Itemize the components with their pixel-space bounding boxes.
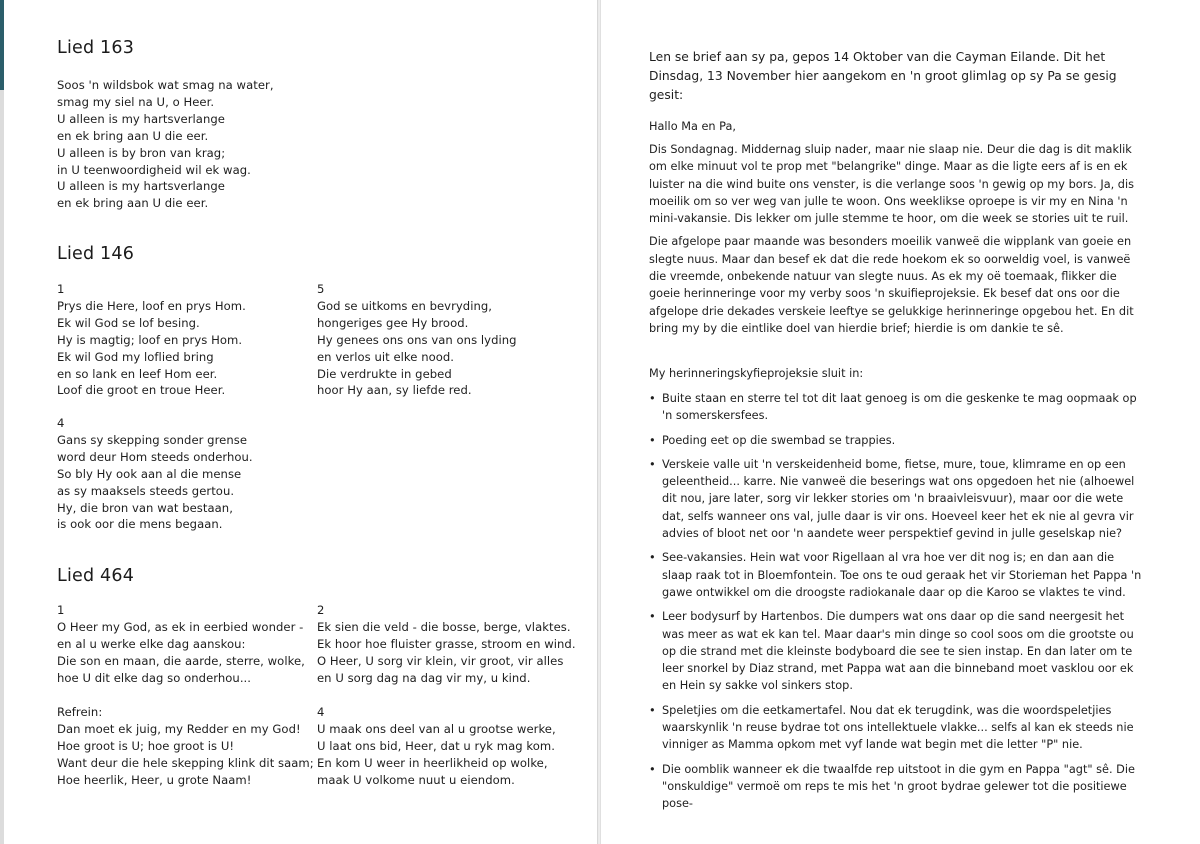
verse-line: Gans sy skepping sonder grense — [57, 432, 248, 447]
list-item: • Speletjies om die eetkamertafel. Nou dat ek terugdink, was die woordspeletjies waarskynlik 'n reuse bydrae tot ons intellektuele vlakke... selfs al kan ek steeds nie vinniger as Mamma opkom met vyf lande wat begin met die letter "P" nie. — [649, 702, 1147, 754]
stanza — [57, 415, 253, 533]
stanza — [317, 281, 517, 399]
verse-line: Prys die Here, loof en prys Hom. — [57, 298, 246, 313]
verse-line: en ek bring aan U die eer. — [57, 196, 209, 211]
stanza-number: 2 — [317, 603, 325, 617]
stanza-number: 1 — [57, 282, 65, 296]
letter-intro: Len se brief aan sy pa, gepos 14 Oktober van die Cayman Eilande. Dit het Dinsdag, 13 November hier aangekom en 'n groot glimlag op sy Pa se gesig gesit: — [649, 50, 1117, 102]
verse-line: U alleen is by bron van krag; — [57, 145, 226, 160]
refrain-label: Refrein: — [57, 705, 103, 719]
left-page — [0, 0, 597, 844]
letter-paragraph: Dis Sondagnag. Middernag sluip nader, maar nie slaap nie. Deur die dag is dit maklik om elke minuut vol te prop met "belangrike" dinge. Maar as die ligte eers af is en ek luister na die wind buite ons venster, is die verlange soos 'n gewig op my bors. Ja, dis moeilik om so ver weg van julle te woon. Ons weeklikse oproepe is vir my en Nina 'n mini-vakansie. Dis lekker om julle stemme te hoor, om die week se stories uit te ruil. — [649, 143, 1134, 226]
verse-line: O Heer, U sorg vir klein, vir groot, vir alles — [317, 653, 564, 668]
stanza — [317, 704, 556, 789]
song-title: Lied 464 — [57, 566, 135, 586]
verse-line: En kom U weer in heerlikheid op wolke, — [317, 755, 548, 770]
verse-line: en so lank en leef Hom eer. — [57, 366, 218, 381]
verse-line: Want deur die hele skepping klink dit saam; — [57, 755, 314, 770]
stanza-number: 4 — [317, 705, 325, 719]
verse-line: smag my siel na U, o Heer. — [57, 94, 215, 109]
stanza — [317, 602, 576, 687]
list-item: • See-vakansies. Hein wat voor Rigellaan al vra hoe ver dit nog is; en dan aan die slaap raak tot in Bloemfontein. Toe ons te oud geraak het vir Storieman het Pappa 'n gawe ontwikkel om die droogste radiokanale daar op die Karoo se vlaktes te vind. — [649, 549, 1147, 601]
verse-line: U alleen is my hartsverlange — [57, 179, 225, 194]
verse-line: Ek hoor hoe fluister grasse, stroom en wind. — [317, 636, 576, 651]
stanza-number: 4 — [57, 416, 65, 430]
verse-line: en verlos uit elke nood. — [317, 349, 455, 364]
verse-line: Ek sien die veld - die bosse, berge, vlaktes. — [317, 619, 571, 634]
letter-body — [649, 141, 1147, 337]
verse-line: God se uitkoms en bevryding, — [317, 298, 493, 313]
verse-line: maak U volkome nuut u eiendom. — [317, 772, 515, 787]
letter-greeting: Hallo Ma en Pa, — [649, 120, 736, 133]
verse-line: en U sorg dag na dag vir my, u kind. — [317, 670, 531, 685]
list-item: • Buite staan en sterre tel tot dit laat genoeg is om die geskenke te mag oopmaak op 'n somerskersfees. — [649, 390, 1147, 425]
verse-line: Ek wil God se lof besing. — [57, 315, 200, 330]
song-title: Lied 163 — [57, 38, 135, 58]
verse-line: hoor Hy aan, sy liefde red. — [317, 383, 472, 398]
stanza-number: 1 — [57, 603, 65, 617]
letter-paragraph: Die afgelope paar maande was besonders moeilik vanweë die wipplank van goeie en slegte nuus. Maar dan besef ek dat die rede hoekom ek so oorweldig voel, is vanweë die vreemde, onbekende natuur van slegte nuus. As ek my oë toemaak, flikker die goeie herinneringe voor my verby soos 'n skuifieprojeksie. Ek besef dat ons oor die afgelope drie dekades verskeie leeftye se gelukkige herinneringe opgebou het. En dit bring my by die eintlike doel van hierdie brief; hierdie is om dankie te sê. — [649, 235, 1134, 335]
verse-line: U alleen is my hartsverlange — [57, 111, 225, 126]
verse-line: Hoe groot is U; hoe groot is U! — [57, 738, 235, 753]
verse-line: Hy genees ons ons van ons lyding — [317, 332, 517, 347]
list-item: • Poeding eet op die swembad se trappies. — [649, 432, 1147, 449]
stanza — [57, 281, 246, 399]
memories-list — [649, 390, 1147, 813]
stanza — [57, 77, 274, 212]
verse-line: is ook oor die mens begaan. — [57, 517, 223, 532]
verse-line: en al u werke elke dag aanskou: — [57, 636, 246, 651]
verse-line: U maak ons deel van al u grootse werke, — [317, 721, 556, 736]
list-item: • Verskeie valle uit 'n verskeidenheid bome, fietse, mure, toue, klimrame en op een geleentheid... karre. Nie vanweë die beserings wat ons opgedoen het nie (alhoewel dit nou, jare later, sorg vir lekker stories om 'n braaivleisvuur), maar oor die wete dat, selfs wanneer ons val, julle daar is vir ons. Hoeveel keer het ek nie al gevra vir advies of bloot net oor 'n aandete weer perspektief gevind in julle geselskap nie? — [649, 456, 1147, 542]
verse-line: Soos 'n wildsbok wat smag na water, — [57, 78, 274, 92]
verse-line: hongeriges gee Hy brood. — [317, 315, 469, 330]
list-intro: My herinneringskyfieprojeksie sluit in: — [649, 367, 864, 380]
verse-line: U laat ons bid, Heer, dat u ryk mag kom. — [317, 738, 556, 753]
stanza-number: 5 — [317, 282, 325, 296]
verse-line: hoe U dit elke dag so onderhou... — [57, 670, 252, 685]
list-item: • Leer bodysurf by Hartenbos. Die dumpers wat ons daar op die sand neergesit het was meer as wat ek kan tel. Maar daar's min dinge so cool soos om die grootste ou op die strand met die kleinste bodyboard die see te sien instap. En dan later om te leer snorkel by Diaz strand, met Pappa wat aan die binneband moet vasklou oor ek en Hein sy sakke vol sinkers stop. — [649, 608, 1147, 694]
verse-line: Die son en maan, die aarde, sterre, wolke, — [57, 653, 305, 668]
verse-line: Dan moet ek juig, my Redder en my God! — [57, 721, 301, 736]
song-title: Lied 146 — [57, 244, 135, 264]
verse-line: Hy, die bron van wat bestaan, — [57, 500, 233, 515]
right-page — [601, 0, 1200, 844]
verse-line: So bly Hy ook aan al die mense — [57, 466, 242, 481]
verse-line: en ek bring aan U die eer. — [57, 128, 209, 143]
verse-line: as sy maaksels steeds gertou. — [57, 483, 235, 498]
page-edge-strip — [0, 0, 4, 844]
verse-line: Hy is magtig; loof en prys Hom. — [57, 332, 243, 347]
verse-line: Die verdrukte in gebed — [317, 366, 452, 381]
verse-line: Loof die groot en troue Heer. — [57, 383, 226, 398]
verse-line: in U teenwoordigheid wil ek wag. — [57, 162, 251, 177]
memories-section — [649, 390, 1147, 820]
verse-line: O Heer my God, as ek in eerbied wonder - — [57, 619, 304, 634]
verse-line: word deur Hom steeds onderhou. — [57, 449, 253, 464]
refrain — [57, 704, 314, 789]
verse-line: Ek wil God my loflied bring — [57, 349, 214, 364]
stanza — [57, 602, 305, 687]
list-item: • Die oomblik wanneer ek die twaalfde rep uitstoot in die gym en Pappa "agt" sê. Die "onskuldige" vermoë om reps te mis het 'n groot bydrae gelewer tot die positiewe pose- — [649, 761, 1147, 813]
verse-line: Hoe heerlik, Heer, u grote Naam! — [57, 772, 252, 787]
